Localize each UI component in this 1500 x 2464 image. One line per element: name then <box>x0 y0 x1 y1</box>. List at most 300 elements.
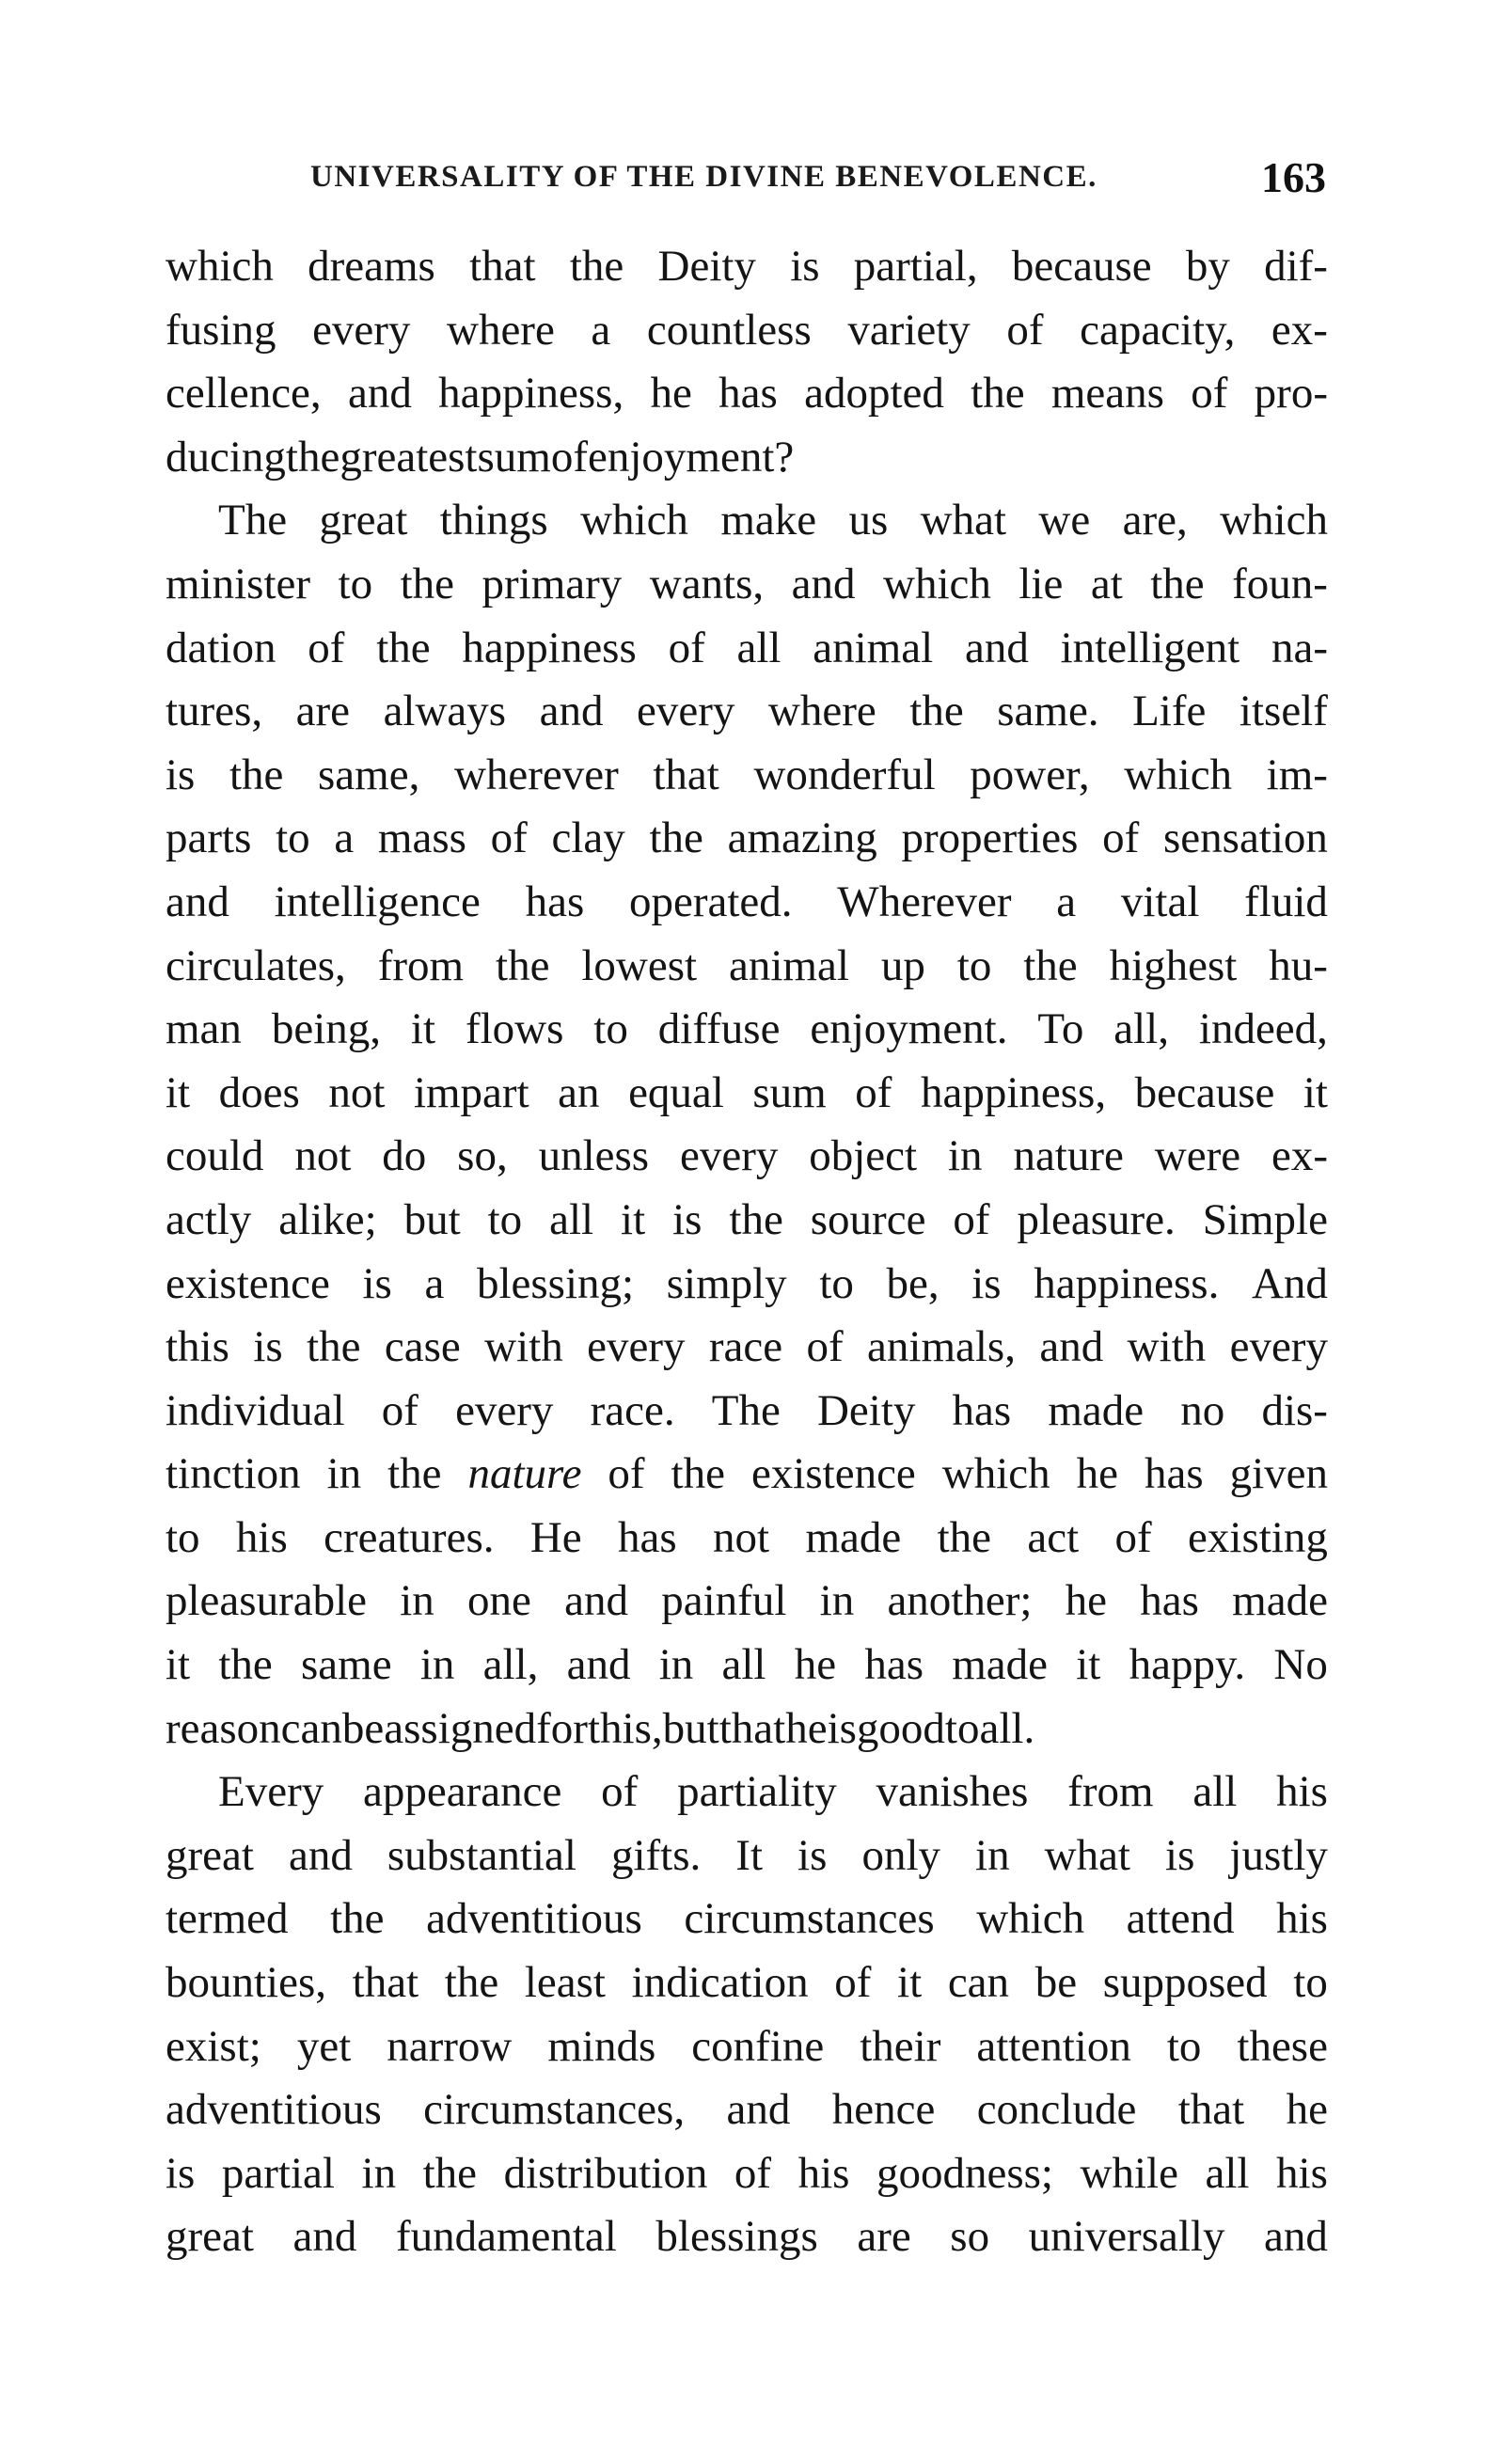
word: the <box>671 1449 725 1499</box>
word: these <box>1237 2021 1328 2071</box>
word: an <box>558 1067 600 1117</box>
word: of <box>855 1067 892 1117</box>
word: so <box>950 2212 990 2262</box>
word: hence <box>831 2085 936 2135</box>
word: the <box>1023 940 1078 990</box>
word: be <box>341 1703 385 1753</box>
word: are <box>857 2212 911 2262</box>
word: from <box>377 940 465 990</box>
word: where <box>447 305 555 355</box>
word: great <box>166 1830 254 1880</box>
text-line <box>166 1189 1328 1253</box>
word: has <box>864 1640 924 1690</box>
text-line <box>166 744 1328 808</box>
word: happy. <box>1129 1640 1246 1690</box>
word: painful <box>661 1576 787 1626</box>
word: enjoyment? <box>588 432 795 482</box>
word: wants, <box>649 559 765 608</box>
word: the <box>387 1449 442 1499</box>
word: do <box>382 1131 427 1181</box>
word: which <box>1220 496 1328 545</box>
word: object <box>809 1131 918 1181</box>
word: all, <box>482 1640 539 1690</box>
word: this, <box>587 1703 663 1753</box>
word: were <box>1154 1131 1241 1181</box>
text-line <box>166 1316 1328 1380</box>
text-line <box>166 1570 1328 1634</box>
word: variety <box>847 305 971 355</box>
word: he <box>1065 1576 1108 1626</box>
word: partial <box>221 2148 335 2198</box>
word: the <box>971 369 1025 419</box>
word: it <box>1303 1067 1328 1117</box>
word: in <box>361 2148 397 2198</box>
word: which <box>883 559 991 608</box>
word: mass <box>377 813 466 863</box>
word: has <box>1144 1449 1204 1499</box>
word: all <box>721 1640 766 1690</box>
word: being, <box>271 1004 381 1054</box>
word: which <box>166 242 274 291</box>
word: is <box>827 1703 857 1753</box>
word: us <box>848 496 889 545</box>
word: not <box>713 1512 770 1562</box>
text-line <box>166 1125 1328 1189</box>
word: ducing <box>166 432 286 482</box>
word: given <box>1229 1449 1328 1499</box>
word: what <box>1044 1830 1130 1880</box>
word: good <box>856 1703 945 1753</box>
word: the <box>569 242 624 291</box>
text-line <box>166 871 1328 935</box>
word: the <box>229 750 284 799</box>
word: what <box>920 496 1007 545</box>
word: has <box>618 1512 677 1562</box>
text-line <box>166 2078 1328 2142</box>
word: pleasurable <box>166 1576 368 1626</box>
word: he <box>1076 1449 1118 1499</box>
word: It <box>735 1830 764 1880</box>
word: to <box>956 940 992 990</box>
word: greatest <box>339 432 478 482</box>
word: and <box>964 623 1029 672</box>
word: of <box>953 1194 990 1244</box>
word: that <box>469 242 536 291</box>
word: to <box>1166 2021 1202 2071</box>
word: exist; <box>166 2021 261 2071</box>
word: has <box>952 1385 1012 1435</box>
word: for <box>536 1703 588 1753</box>
word: in <box>819 1576 855 1626</box>
word: every <box>587 1322 686 1372</box>
word: clay <box>551 813 625 863</box>
word: the <box>422 2148 478 2198</box>
word: same. <box>997 687 1099 736</box>
word: sensation <box>1163 813 1328 863</box>
word: not <box>328 1067 386 1117</box>
word: case <box>384 1322 461 1372</box>
word: the <box>376 623 431 672</box>
word: where <box>767 687 876 736</box>
word: the <box>330 1894 385 1944</box>
word: ex- <box>1271 1131 1328 1181</box>
word: Deity <box>816 1385 916 1435</box>
word: every <box>679 1131 779 1181</box>
word: happiness <box>462 623 637 672</box>
word: he <box>1286 2085 1328 2135</box>
word: one <box>467 1576 531 1626</box>
word: Every <box>218 1767 324 1817</box>
word: individual <box>166 1385 345 1435</box>
word: which <box>1124 750 1233 799</box>
word: it <box>1076 1640 1101 1690</box>
word: the <box>400 559 454 608</box>
word: dif- <box>1264 242 1328 291</box>
word: always <box>383 687 507 736</box>
word: substantial <box>387 1830 576 1880</box>
word: of <box>1102 813 1140 863</box>
word: that <box>718 1703 786 1753</box>
word: countless <box>646 305 812 355</box>
word: this <box>166 1322 229 1372</box>
text-line <box>166 426 1328 490</box>
word: lowest <box>581 940 698 990</box>
page-number: 163 <box>1261 153 1326 201</box>
word: all <box>736 623 782 672</box>
text-line <box>166 998 1328 1062</box>
word: vital <box>1120 877 1200 926</box>
word: existence <box>166 1258 330 1308</box>
word: least <box>524 1958 606 2008</box>
word: in <box>419 1640 455 1690</box>
word: made <box>805 1512 902 1562</box>
text-line <box>166 1761 1328 1824</box>
word: to <box>487 1194 523 1244</box>
word: are, <box>1122 496 1188 545</box>
word: are <box>295 687 351 736</box>
word: and <box>1264 2212 1328 2262</box>
word: all <box>1205 2148 1250 2198</box>
word: existing <box>1188 1512 1328 1562</box>
word: impart <box>413 1067 529 1117</box>
word: intelligence <box>274 877 481 926</box>
word: which <box>580 496 688 545</box>
word: and <box>566 1640 631 1690</box>
word: yet <box>296 2021 352 2071</box>
word: up <box>880 940 925 990</box>
word: of <box>668 623 705 672</box>
word: happiness. <box>1034 1258 1220 1308</box>
word: Life <box>1132 687 1207 736</box>
word: to <box>276 813 310 863</box>
word: pro- <box>1254 369 1328 419</box>
text-line <box>166 1698 1328 1761</box>
word: fundamental <box>395 2212 617 2262</box>
word: every <box>1229 1322 1328 1372</box>
word: a <box>1056 877 1077 926</box>
word: and <box>726 2085 791 2135</box>
text-line <box>166 680 1328 744</box>
word: can <box>947 1958 1010 2008</box>
text-line <box>166 1634 1328 1698</box>
word: animals, <box>867 1322 1016 1372</box>
word: The <box>711 1385 781 1435</box>
body-text <box>166 235 1328 2269</box>
word: no <box>1180 1385 1225 1435</box>
word: with <box>1127 1322 1207 1372</box>
word: act <box>1027 1512 1080 1562</box>
word: ex- <box>1271 305 1328 355</box>
word: all, <box>1113 1004 1169 1054</box>
word: the <box>307 1322 361 1372</box>
word: nature <box>467 1449 582 1499</box>
word: to <box>338 559 373 608</box>
word: of <box>1191 369 1228 419</box>
word: every <box>455 1385 554 1435</box>
word: im- <box>1266 750 1328 799</box>
word: power, <box>970 750 1090 799</box>
word: capacity, <box>1080 305 1236 355</box>
word: while <box>1080 2148 1178 2198</box>
text-line <box>166 489 1328 553</box>
word: be <box>1034 1958 1078 2008</box>
word: and <box>539 687 604 736</box>
word: partial, <box>853 242 978 291</box>
word: all <box>1192 1767 1238 1817</box>
word: because <box>1134 1067 1275 1117</box>
word: primary <box>482 559 623 608</box>
word: enjoyment. <box>810 1004 1008 1054</box>
word: is <box>362 1258 392 1308</box>
word: of <box>381 1385 418 1435</box>
word: to <box>944 1703 980 1753</box>
word: that <box>352 1958 419 2008</box>
word: and <box>1039 1322 1104 1372</box>
word: but <box>403 1194 461 1244</box>
word: it <box>166 1640 191 1690</box>
word: is <box>790 242 820 291</box>
text-line <box>166 299 1328 363</box>
word: made <box>1232 1576 1328 1626</box>
word: dis- <box>1261 1385 1328 1435</box>
word: adopted <box>804 369 944 419</box>
word: of <box>601 1767 639 1817</box>
word: but <box>662 1703 719 1753</box>
text-line <box>166 2142 1328 2206</box>
word: so, <box>457 1131 508 1181</box>
text-line <box>166 617 1328 681</box>
word: and <box>288 1830 353 1880</box>
text-line <box>166 1380 1328 1444</box>
word: tinction <box>166 1449 301 1499</box>
text-line <box>166 1062 1328 1126</box>
word: in <box>658 1640 694 1690</box>
word: happiness, <box>920 1067 1107 1117</box>
word: circumstances, <box>423 2085 686 2135</box>
word: minister <box>166 559 311 608</box>
word: pleasure. <box>1017 1194 1176 1244</box>
word: the <box>1150 559 1205 608</box>
word: No <box>1273 1640 1328 1690</box>
word: and <box>166 877 229 926</box>
word: partiality <box>677 1767 837 1817</box>
word: indication <box>631 1958 809 2008</box>
text-line <box>166 1887 1328 1951</box>
word: means <box>1050 369 1164 419</box>
word: cellence, <box>166 369 322 419</box>
word: Deity <box>657 242 756 291</box>
word: the <box>218 1640 273 1690</box>
word: gifts. <box>610 1830 702 1880</box>
word: it <box>166 1067 191 1117</box>
word: equal <box>628 1067 724 1117</box>
word: assigned <box>384 1703 537 1753</box>
word: narrow <box>387 2021 513 2071</box>
text-line <box>166 1507 1328 1571</box>
word: does <box>218 1067 300 1117</box>
word: is <box>253 1322 283 1372</box>
word: it <box>897 1958 923 2008</box>
word: which <box>976 1894 1085 1944</box>
word: be, <box>886 1258 939 1308</box>
word: appearance <box>363 1767 562 1817</box>
word: by <box>1185 242 1230 291</box>
word: of <box>1114 1512 1152 1562</box>
text-line <box>166 1443 1328 1507</box>
word: not <box>294 1131 352 1181</box>
word: has <box>1140 1576 1199 1626</box>
word: the <box>729 1194 783 1244</box>
word: Simple <box>1202 1194 1328 1244</box>
word: justly <box>1229 1830 1328 1880</box>
word: confine <box>691 2021 825 2071</box>
word: can <box>280 1703 342 1753</box>
running-head <box>310 152 1326 209</box>
word: adventitious <box>166 2085 382 2135</box>
word: na- <box>1271 623 1328 672</box>
word: foun- <box>1232 559 1328 608</box>
text-line <box>166 1253 1328 1317</box>
word: his <box>1276 2148 1328 2198</box>
word: in <box>947 1131 983 1181</box>
word: parts <box>166 813 252 863</box>
word: hu- <box>1269 940 1328 990</box>
text-line <box>166 2205 1328 2269</box>
word: is <box>166 2148 196 2198</box>
word: in <box>975 1830 1010 1880</box>
text-line <box>166 2015 1328 2079</box>
word: is <box>1165 1830 1195 1880</box>
word: it <box>621 1194 646 1244</box>
word: has <box>525 877 585 926</box>
word: of <box>490 813 528 863</box>
word: universally <box>1028 2212 1225 2262</box>
word: it <box>410 1004 436 1054</box>
text-line <box>166 807 1328 871</box>
word: the <box>649 813 703 863</box>
word: we <box>1038 496 1091 545</box>
word: he <box>794 1640 837 1690</box>
word: things <box>439 496 548 545</box>
word: intelligent <box>1060 623 1240 672</box>
word: a <box>334 813 355 863</box>
word: their <box>860 2021 941 2071</box>
word: of <box>608 1449 645 1499</box>
word: And <box>1251 1258 1328 1308</box>
word: he <box>650 369 692 419</box>
word: animal <box>813 623 934 672</box>
word: and <box>292 2212 357 2262</box>
word: existence <box>750 1449 916 1499</box>
word: sum <box>752 1067 827 1117</box>
word: from <box>1067 1767 1154 1817</box>
word: blessing; <box>476 1258 635 1308</box>
word: tures, <box>166 687 263 736</box>
word: diffuse <box>657 1004 781 1054</box>
word: nature <box>1013 1131 1124 1181</box>
word: another; <box>887 1576 1033 1626</box>
word: source <box>810 1194 926 1244</box>
word: dation <box>166 623 276 672</box>
word: every <box>312 305 411 355</box>
word: is <box>166 750 196 799</box>
word: is <box>672 1194 703 1244</box>
word: the <box>285 432 340 482</box>
word: conclude <box>976 2085 1137 2135</box>
word: He <box>529 1512 582 1562</box>
word: minds <box>547 2021 656 2071</box>
word: operated. <box>628 877 793 926</box>
word: that <box>653 750 719 799</box>
word: and <box>347 369 412 419</box>
word: his <box>1276 1894 1328 1944</box>
word: attention <box>976 2021 1131 2071</box>
word: supposed <box>1102 1958 1268 2008</box>
word: and <box>564 1576 629 1626</box>
word: goodness; <box>876 2148 1053 2198</box>
word: of <box>734 2148 772 2198</box>
word: he <box>785 1703 828 1753</box>
word: man <box>166 1004 242 1054</box>
word: in <box>326 1449 362 1499</box>
word: made <box>1048 1385 1145 1435</box>
word: circumstances <box>684 1894 935 1944</box>
word: great <box>166 2212 254 2262</box>
word: all <box>549 1194 594 1244</box>
word: make <box>720 496 817 545</box>
running-title: UNIVERSALITY OF THE DIVINE BENEVOLENCE. <box>310 160 1097 194</box>
word: has <box>718 369 778 419</box>
word: could <box>166 1131 264 1181</box>
word: circulates, <box>166 940 346 990</box>
word: a <box>424 1258 445 1308</box>
word: of <box>1006 305 1044 355</box>
word: his <box>235 1512 288 1562</box>
word: with <box>484 1322 563 1372</box>
word: reason <box>166 1703 281 1753</box>
word: wonderful <box>753 750 936 799</box>
text-line <box>166 235 1328 299</box>
word: a <box>591 305 611 355</box>
text-line <box>166 553 1328 617</box>
word: vanishes <box>876 1767 1029 1817</box>
word: of <box>834 1958 872 2008</box>
word: amazing <box>727 813 877 863</box>
word: sum <box>477 432 551 482</box>
word: of <box>806 1322 844 1372</box>
word: fluid <box>1244 877 1328 926</box>
word: race. <box>590 1385 675 1435</box>
